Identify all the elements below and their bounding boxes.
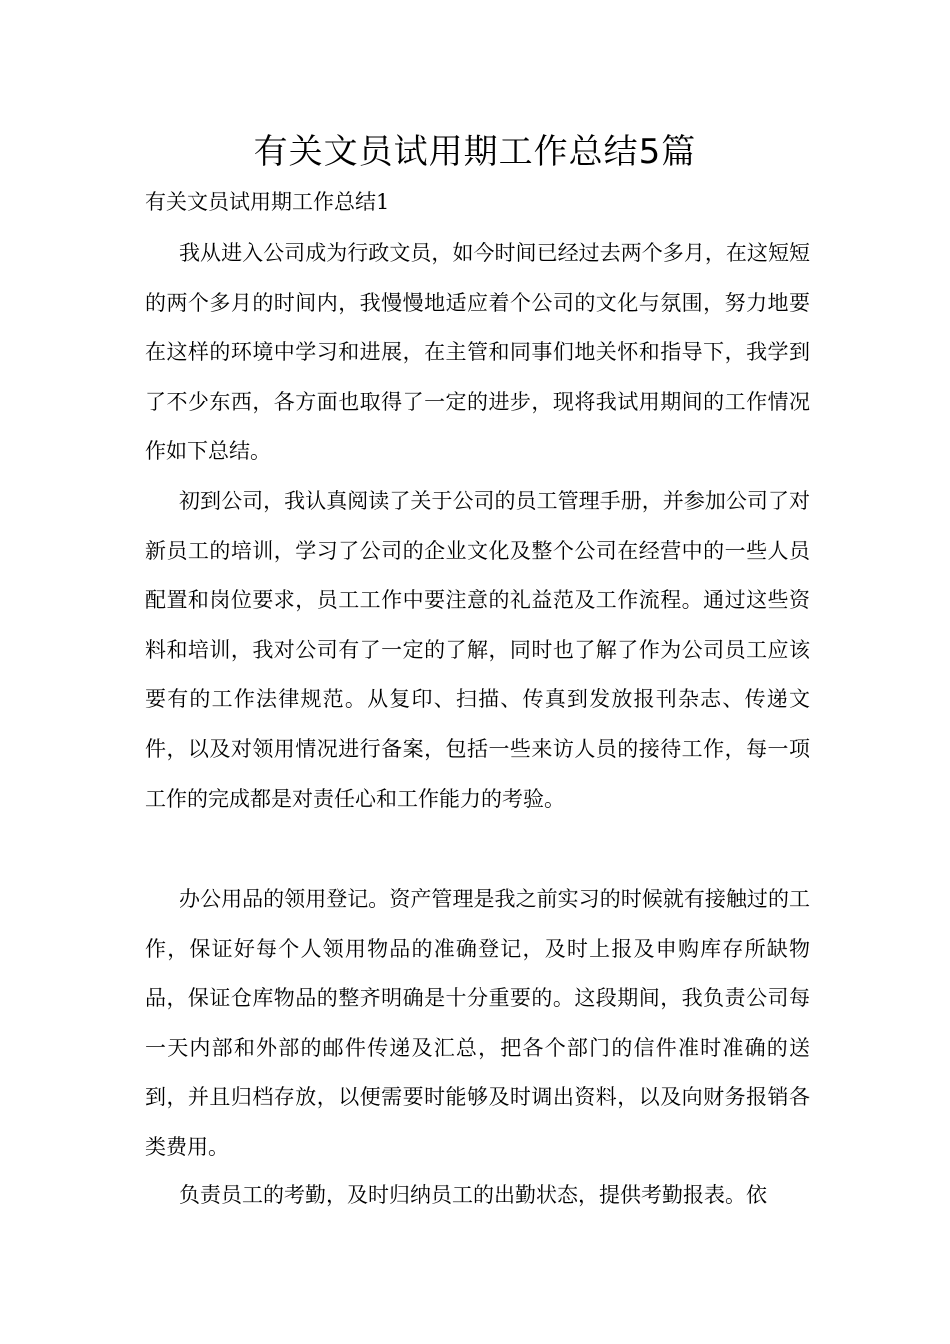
- section-heading: 有关文员试用期工作总结1: [145, 190, 390, 214]
- paragraph-1: 我从进入公司成为行政文员，如今时间已经过去两个多月，在这短短的两个多月的时间内，我慢慢地适应着个公司的文化与氛围，努力地要在这样的环境中学习和进展，在主管和同事们地关怀和指导下，我学到了不少东西，各方面也取得了一定的进步，现将我试用期间的工作情况作如下总结。: [145, 241, 810, 464]
- paragraph-2: 初到公司，我认真阅读了关于公司的员工管理手册，并参加公司了对新员工的培训，学习了公司的企业文化及整个公司在经营中的一些人员配置和岗位要求，员工工作中要注意的礼益范及工作流程。通过这些资料和培训，我对公司有了一定的了解，同时也了解了作为公司员工应该要有的工作法律规范。从复印、扫描、传真到发放报刊杂志、传递文件，以及对领用情况进行备案，包括一些来访人员的接待工作，每一项工作的完成都是对责任心和工作能力的考验。: [145, 489, 810, 811]
- paragraph-3: 办公用品的领用登记。资产管理是我之前实习的时候就有接触过的工作，保证好每个人领用物品的准确登记，及时上报及申购库存所缺物品，保证仓库物品的整齐明确是十分重要的。这段期间，我负责公司每一天内部和外部的邮件传递及汇总，把各个部门的信件准时准确的送到，并且归档存放，以便需要时能够及时调出资料，以及向财务报销各类费用。: [145, 887, 810, 1159]
- paragraph-4: 负责员工的考勤，及时归纳员工的出勤状态，提供考勤报表。依: [179, 1183, 767, 1207]
- document-title: 有关文员试用期工作总结5篇: [253, 132, 697, 172]
